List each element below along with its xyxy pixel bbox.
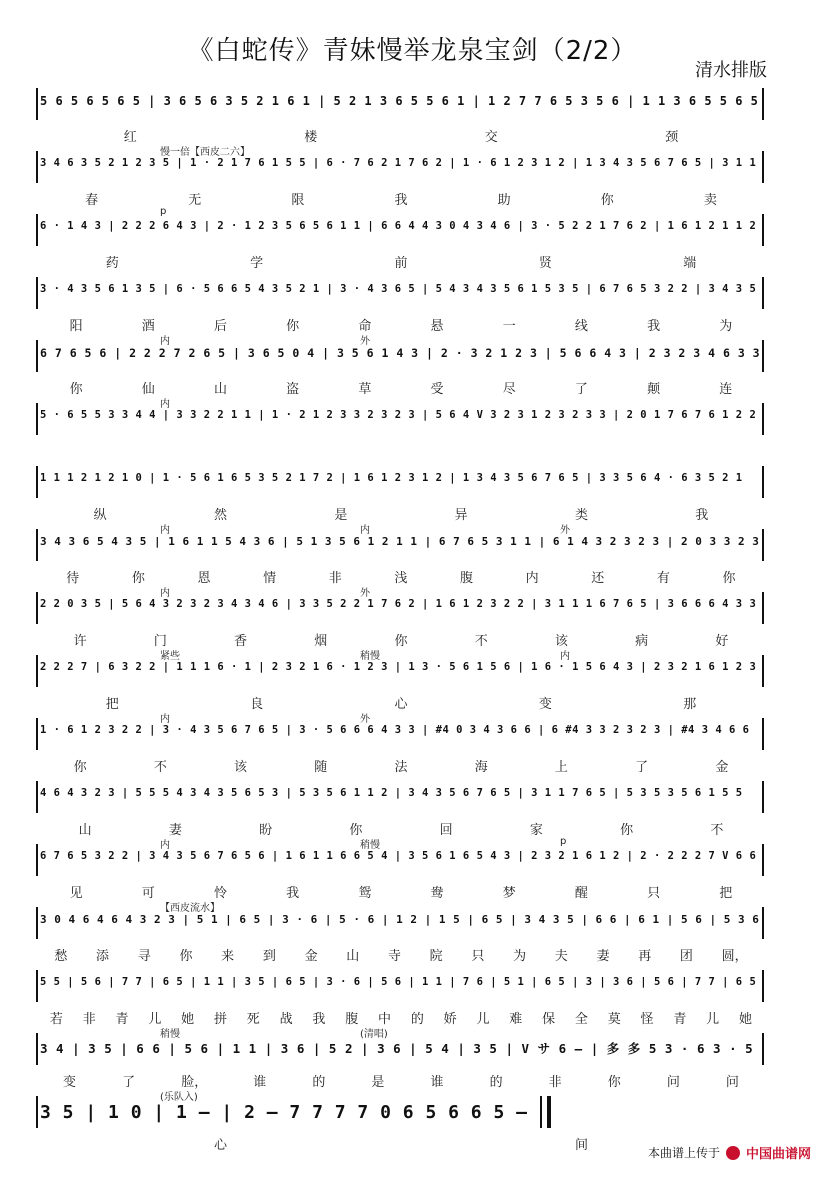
barline xyxy=(36,529,38,561)
performance-marking: 紧些 xyxy=(160,651,180,662)
lyric-word: 若 xyxy=(49,1012,63,1027)
lyric-word: 非 xyxy=(82,1012,96,1027)
lyric-word: 梦 xyxy=(502,886,516,901)
lyric-word: 该 xyxy=(234,760,248,775)
lyric-word: 学 xyxy=(250,256,264,271)
lyrics-line xyxy=(40,441,762,461)
lyric-word: 该 xyxy=(554,634,568,649)
performance-marking: 稍慢 xyxy=(360,651,380,662)
score-system xyxy=(40,466,762,524)
lyric-word: 无 xyxy=(188,193,202,208)
footer-text: 本曲谱上传于 xyxy=(647,1146,720,1160)
jianpu-notes: 2 2 0 3 5 | 5 6 4 3 2 3 2 3 4 3 4 6 | 3 3 5 2 2 1 7 6 2 | 1 6 1 2 3 2 2 | 3 1 1 1 6 7 6 5 | 3 6 6 6 4 3 3 xyxy=(40,598,757,610)
barline xyxy=(762,529,764,561)
lyric-word: 有 xyxy=(656,571,670,586)
lyric-word: 把 xyxy=(105,697,119,712)
barline xyxy=(36,781,38,813)
lyric-word: 药 xyxy=(105,256,119,271)
lyric-word: 妻 xyxy=(168,823,182,838)
barline xyxy=(762,970,764,1002)
lyric-word: 门 xyxy=(153,634,167,649)
lyric-word: 鸳 xyxy=(358,886,372,901)
lyric-word: 后 xyxy=(213,319,227,334)
lyric-word: 交 xyxy=(484,130,498,145)
lyric-word: 变 xyxy=(63,1075,77,1090)
lyric-word: 你 xyxy=(131,571,145,586)
performance-marking: 外 xyxy=(360,336,370,347)
lyric-word: 腹 xyxy=(345,1012,359,1027)
lyrics-line xyxy=(40,315,762,335)
performance-marking: 内 xyxy=(360,525,370,536)
lyric-word: 的 xyxy=(489,1075,503,1090)
performance-marking: 稍慢 xyxy=(160,1029,180,1040)
arranger-credit: 清水排版 xyxy=(695,60,767,81)
barline xyxy=(762,1033,764,1065)
lyric-word: 仙 xyxy=(141,382,155,397)
lyric-word: 金 xyxy=(715,760,729,775)
lyric-word: 她 xyxy=(181,1012,195,1027)
barline xyxy=(36,592,38,624)
score-system xyxy=(40,588,762,650)
lyric-word: 夫 xyxy=(554,949,568,964)
performance-marking: 慢一倍【西皮二六】 xyxy=(160,147,250,158)
lyric-word: 纵 xyxy=(93,508,107,523)
lyric-word: 儿 xyxy=(148,1012,162,1027)
score-system xyxy=(40,399,762,461)
lyric-word: 受 xyxy=(430,382,444,397)
lyric-word: 卖 xyxy=(703,193,717,208)
lyric-word: 许 xyxy=(73,634,87,649)
lyrics-line xyxy=(40,504,762,524)
score-system xyxy=(40,525,762,587)
lyric-word: 家 xyxy=(529,823,543,838)
jianpu-notes: 3 5 | 1 0 | 1 — | 2 — 7 7 7 7 0 6 5 6 6 5 — xyxy=(40,1102,528,1123)
lyrics-line xyxy=(40,882,762,902)
lyric-word: 颠 xyxy=(647,382,661,397)
page-title: 《白蛇传》青妹慢举龙泉宝剑（2/2） xyxy=(187,36,638,66)
barline xyxy=(762,466,764,498)
performance-marking: 内 xyxy=(160,399,170,410)
lyric-word: 的 xyxy=(312,1075,326,1090)
barline xyxy=(762,214,764,246)
score-system xyxy=(40,970,762,1028)
lyric-word: 我 xyxy=(312,1012,326,1027)
performance-marking: 稍慢 xyxy=(360,840,380,851)
lyric-word: 类 xyxy=(574,508,588,523)
score-system xyxy=(40,336,762,398)
lyric-word: 战 xyxy=(279,1012,293,1027)
lyric-word: 莫 xyxy=(607,1012,621,1027)
barline xyxy=(36,277,38,309)
lyric-word: 贤 xyxy=(538,256,552,271)
lyric-word: 上 xyxy=(554,760,568,775)
lyric-word: 儿 xyxy=(476,1012,490,1027)
lyric-word: 命 xyxy=(358,319,372,334)
lyric-word: 法 xyxy=(394,760,408,775)
lyric-word: 你 xyxy=(286,319,300,334)
barline xyxy=(36,88,38,120)
lyric-word: 悬 xyxy=(430,319,444,334)
barline xyxy=(762,403,764,435)
lyric-word: 红 xyxy=(123,130,137,145)
lyric-word: 鸯 xyxy=(430,886,444,901)
performance-marking: (清唱) xyxy=(360,1029,388,1040)
lyric-word: 怪 xyxy=(640,1012,654,1027)
lyric-word: 拼 xyxy=(213,1012,227,1027)
lyric-word: 不 xyxy=(710,823,724,838)
lyric-word: 把 xyxy=(719,886,733,901)
barline xyxy=(36,214,38,246)
lyric-word: 助 xyxy=(497,193,511,208)
lyric-word: 异 xyxy=(454,508,468,523)
lyric-word: 山 xyxy=(346,949,360,964)
lyric-word: 你 xyxy=(69,382,83,397)
lyric-word: 的 xyxy=(410,1012,424,1027)
performance-marking: p xyxy=(560,836,567,847)
jianpu-notes: 6 7 6 5 6 | 2 2 2 7 2 6 5 | 3 6 5 0 4 | 3 5 6 1 4 3 | 2 · 3 2 1 2 3 | 5 6 6 4 3 | 2 3 2 3 4 6 3 3 xyxy=(40,346,761,360)
lyric-word: 非 xyxy=(328,571,342,586)
score-system xyxy=(40,714,762,776)
score-system xyxy=(40,1029,762,1091)
lyric-word: 妻 xyxy=(596,949,610,964)
jianpu-notes: 6 7 6 5 3 2 2 | 3 4 3 5 6 7 6 5 6 | 1 6 1 1 6 6 5 4 | 3 5 6 1 6 5 4 3 | 2 3 2 1 6 1 2 | 2 · 2 2 2 7 V 6 6 xyxy=(40,850,757,862)
lyric-word: 了 xyxy=(122,1075,136,1090)
score-system xyxy=(40,903,762,965)
lyric-word: 问 xyxy=(725,1075,739,1090)
lyric-word: 我 xyxy=(286,886,300,901)
barline xyxy=(762,907,764,939)
lyrics-line xyxy=(40,189,762,209)
barline xyxy=(36,151,38,183)
performance-marking: 外 xyxy=(360,714,370,725)
jianpu-notes: 3 0 4 6 4 6 4 3 2 3 | 5 1 | 6 5 | 3 · 6 | 5 · 6 | 1 2 | 1 5 | 6 5 | 3 4 3 5 | 6 6 | 6 1 | 5 6 | 5 3 6 xyxy=(40,913,760,926)
lyric-word: 山 xyxy=(213,382,227,397)
lyric-word: 酒 xyxy=(141,319,155,334)
performance-marking: 外 xyxy=(560,525,570,536)
barline xyxy=(762,655,764,687)
barline xyxy=(762,718,764,750)
lyrics-line xyxy=(40,567,762,587)
lyric-word: 了 xyxy=(635,760,649,775)
lyric-word: 添 xyxy=(96,949,110,964)
lyric-word: 我 xyxy=(647,319,661,334)
score-system xyxy=(40,206,762,272)
performance-marking: 内 xyxy=(160,840,170,851)
lyric-word: 你 xyxy=(620,823,634,838)
lyric-word: 非 xyxy=(548,1075,562,1090)
lyrics-line xyxy=(40,378,762,398)
jianpu-notes: 6 · 1 4 3 | 2 2 2 6 4 3 | 2 · 1 2 3 5 6 5 6 1 1 | 6 6 4 4 3 0 4 3 4 6 | 3 · 5 2 2 1 7 6 2 | 1 6 1 2 1 1 2 xyxy=(40,220,757,232)
lyric-word: 良 xyxy=(250,697,264,712)
lyric-word: 为 xyxy=(719,319,733,334)
lyric-word: 死 xyxy=(246,1012,260,1027)
performance-marking: 内 xyxy=(560,651,570,662)
barline xyxy=(36,466,38,498)
lyric-word: 尽 xyxy=(502,382,516,397)
lyric-word: 变 xyxy=(538,697,552,712)
barline xyxy=(762,340,764,372)
lyric-word: 颈 xyxy=(665,130,679,145)
lyric-word: 青 xyxy=(115,1012,129,1027)
lyric-word: 为 xyxy=(513,949,527,964)
lyrics-line xyxy=(40,1008,762,1028)
lyric-word: 情 xyxy=(263,571,277,586)
lyric-word: 娇 xyxy=(443,1012,457,1027)
lyric-word: 只 xyxy=(471,949,485,964)
lyric-word: 春 xyxy=(85,193,99,208)
lyric-word: 病 xyxy=(635,634,649,649)
lyric-word: 线 xyxy=(574,319,588,334)
lyric-word: 回 xyxy=(439,823,453,838)
lyric-word: 你 xyxy=(394,634,408,649)
lyric-word: 待 xyxy=(66,571,80,586)
barline xyxy=(36,1096,38,1128)
lyric-word: 只 xyxy=(647,886,661,901)
lyric-word: 圆， xyxy=(721,949,748,964)
lyric-word: 我 xyxy=(394,193,408,208)
lyric-word: 一 xyxy=(502,319,516,334)
lyrics-line xyxy=(40,126,762,146)
performance-marking: 【西皮流水】 xyxy=(160,903,220,914)
barline xyxy=(36,970,38,1002)
jianpu-notes: 3 · 4 3 5 6 1 3 5 | 6 · 5 6 6 5 4 3 5 2 1 | 3 · 4 3 6 5 | 5 4 3 4 3 5 6 1 5 3 5 | 6 7 6 5 3 2 2 | 3 4 3 5 xyxy=(40,283,757,295)
lyric-word: 你 xyxy=(607,1075,621,1090)
performance-marking: 内 xyxy=(160,588,170,599)
lyric-word: 愁 xyxy=(54,949,68,964)
lyric-word: 你 xyxy=(179,949,193,964)
barline xyxy=(762,781,764,813)
barline xyxy=(762,151,764,183)
lyric-word: 寻 xyxy=(137,949,151,964)
lyric-word: 心 xyxy=(213,1138,227,1153)
lyrics-line xyxy=(40,252,762,272)
barline xyxy=(36,340,38,372)
lyric-word: 端 xyxy=(683,256,697,271)
lyric-word: 那 xyxy=(683,697,697,712)
lyric-word: 你 xyxy=(722,571,736,586)
lyric-word: 来 xyxy=(221,949,235,964)
lyric-word: 然 xyxy=(213,508,227,523)
barline xyxy=(36,718,38,750)
lyric-word: 青 xyxy=(673,1012,687,1027)
lyric-word: 难 xyxy=(509,1012,523,1027)
jianpu-notes: 3 4 | 3 5 | 6 6 | 5 6 | 1 1 | 3 6 | 5 2 | 3 6 | 5 4 | 3 5 | V サ 6 — | 多 多 5 3 · 6 3 · 5 xyxy=(40,1041,754,1056)
lyrics-line xyxy=(40,756,762,776)
lyric-word: 我 xyxy=(695,508,709,523)
site-logo-icon xyxy=(726,1146,740,1160)
jianpu-notes: 1 · 6 1 2 3 2 2 | 3 · 4 3 5 6 7 6 5 | 3 · 5 6 6 6 4 3 3 | #4 0 3 4 3 6 6 | 6 #4 3 3 2 3 2 3 | #4 3 4 6 6 xyxy=(40,724,750,736)
score-system xyxy=(40,88,762,146)
performance-marking: 外 xyxy=(360,588,370,599)
lyric-word: 内 xyxy=(525,571,539,586)
lyric-word: 再 xyxy=(638,949,652,964)
lyric-word: 腹 xyxy=(460,571,474,586)
lyric-word: 中 xyxy=(378,1012,392,1027)
lyric-word: 见 xyxy=(69,886,83,901)
lyric-word: 还 xyxy=(591,571,605,586)
jianpu-notes: 4 6 4 3 2 3 | 5 5 5 4 3 4 3 5 6 5 3 | 5 3 5 6 1 1 2 | 3 4 3 5 6 7 6 5 | 3 1 1 7 6 5 | 5 3 5 3 5 6 1 5 5 xyxy=(40,787,743,799)
footer xyxy=(648,1143,811,1162)
lyric-word: 儿 xyxy=(706,1012,720,1027)
barline xyxy=(762,592,764,624)
barline xyxy=(762,844,764,876)
lyric-word: 了 xyxy=(574,382,588,397)
lyric-word: 随 xyxy=(314,760,328,775)
lyric-word: 盼 xyxy=(259,823,273,838)
lyric-word: 前 xyxy=(394,256,408,271)
lyric-word: 限 xyxy=(291,193,305,208)
barline xyxy=(36,844,38,876)
lyrics-line xyxy=(40,693,762,713)
lyric-word: 保 xyxy=(542,1012,556,1027)
jianpu-notes: 3 4 3 6 5 4 3 5 | 1 6 1 1 5 4 3 6 | 5 1 3 5 6 1 2 1 1 | 6 7 6 5 3 1 1 | 6 1 4 3 2 3 2 3 | 2 0 3 3 2 3 xyxy=(40,535,760,548)
site-logo: 中国曲谱网 xyxy=(745,1147,811,1162)
lyric-word: 香 xyxy=(234,634,248,649)
score-system xyxy=(40,277,762,335)
barline xyxy=(762,277,764,309)
performance-marking: 内 xyxy=(160,525,170,536)
jianpu-notes: 5 · 6 5 5 3 3 4 4 | 3 3 2 2 1 1 | 1 · 2 1 2 3 3 2 3 2 3 | 5 6 4 V 3 2 3 1 2 3 2 3 3 | 2 0 1 7 6 7 6 1 2 2 xyxy=(40,409,757,421)
jianpu-notes: 5 6 5 6 5 6 5 | 3 6 5 6 3 5 2 1 6 1 | 5 2 1 3 6 5 5 6 1 | 1 2 7 7 6 5 3 5 6 | 1 1 3 6 5 5 6 5 xyxy=(40,94,759,108)
barline xyxy=(36,1033,38,1065)
lyric-word: 草 xyxy=(358,382,372,397)
lyric-word: 可 xyxy=(141,886,155,901)
lyric-word: 你 xyxy=(349,823,363,838)
lyric-word: 她 xyxy=(738,1012,752,1027)
lyric-word: 醒 xyxy=(574,886,588,901)
lyric-word: 山 xyxy=(78,823,92,838)
lyrics-line xyxy=(40,819,762,839)
lyric-word: 楼 xyxy=(304,130,318,145)
barline xyxy=(36,907,38,939)
jianpu-notes: 5 5 | 5 6 | 7 7 | 6 5 | 1 1 | 3 5 | 6 5 | 3 · 6 | 5 6 | 1 1 | 7 6 | 5 1 | 6 5 | 3 | 3 6 | 5 6 | 7 7 | 6 5 xyxy=(40,976,757,988)
final-barline xyxy=(540,1096,551,1128)
lyric-word: 是 xyxy=(371,1075,385,1090)
lyric-word: 院 xyxy=(429,949,443,964)
lyric-word: 海 xyxy=(474,760,488,775)
lyrics-line xyxy=(40,945,762,965)
lyric-word: 怜 xyxy=(213,886,227,901)
lyric-word: 寺 xyxy=(387,949,401,964)
performance-marking: p xyxy=(160,206,167,217)
lyric-word: 阳 xyxy=(69,319,83,334)
performance-marking: (乐队入) xyxy=(160,1092,198,1103)
lyric-word: 你 xyxy=(600,193,614,208)
barline xyxy=(762,88,764,120)
barline xyxy=(36,403,38,435)
lyric-word: 心 xyxy=(394,697,408,712)
lyric-word: 脸， xyxy=(181,1075,208,1090)
lyrics-line xyxy=(40,630,762,650)
jianpu-notes: 2 2 2 7 | 6 3 2 2 | 1 1 1 6 · 1 | 2 3 2 1 6 · 1 2 3 | 1 3 · 5 6 1 5 6 | 1 6 · 1 5 6 4 3 | 2 3 2 1 6 1 2 3 xyxy=(40,661,757,673)
lyric-word: 不 xyxy=(153,760,167,775)
lyric-word: 间 xyxy=(574,1138,588,1153)
score-system xyxy=(40,781,762,839)
lyric-word: 好 xyxy=(715,634,729,649)
score-system xyxy=(40,651,762,713)
lyric-word: 谁 xyxy=(253,1075,267,1090)
lyric-word: 是 xyxy=(334,508,348,523)
lyric-word: 你 xyxy=(73,760,87,775)
score-system xyxy=(40,836,762,902)
lyric-word: 谁 xyxy=(430,1075,444,1090)
lyric-word: 金 xyxy=(304,949,318,964)
lyric-word: 全 xyxy=(574,1012,588,1027)
jianpu-notes: 3 4 6 3 5 2 1 2 3 5 | 1 · 2 1 7 6 1 5 5 | 6 · 7 6 2 1 7 6 2 | 1 · 6 1 2 3 1 2 | 1 3 4 3 5 6 7 6 5 | 3 1 1 xyxy=(40,157,757,169)
lyric-word: 浅 xyxy=(394,571,408,586)
performance-marking: 内 xyxy=(160,336,170,347)
lyric-word: 不 xyxy=(474,634,488,649)
lyrics-line xyxy=(40,1071,762,1091)
lyric-word: 连 xyxy=(719,382,733,397)
lyric-word: 团 xyxy=(679,949,693,964)
jianpu-notes: 1 1 1 2 1 2 1 0 | 1 · 5 6 1 6 5 3 5 2 1 7 2 | 1 6 1 2 3 1 2 | 1 3 4 3 5 6 7 6 5 | 3 3 5 6 4 · 6 3 5 2 1 xyxy=(40,472,743,484)
lyric-word: 恩 xyxy=(197,571,211,586)
lyric-word: 问 xyxy=(666,1075,680,1090)
barline xyxy=(36,655,38,687)
lyric-word: 盗 xyxy=(286,382,300,397)
lyric-word: 到 xyxy=(262,949,276,964)
performance-marking: 内 xyxy=(160,714,170,725)
lyric-word: 烟 xyxy=(314,634,328,649)
score-system xyxy=(40,147,762,209)
